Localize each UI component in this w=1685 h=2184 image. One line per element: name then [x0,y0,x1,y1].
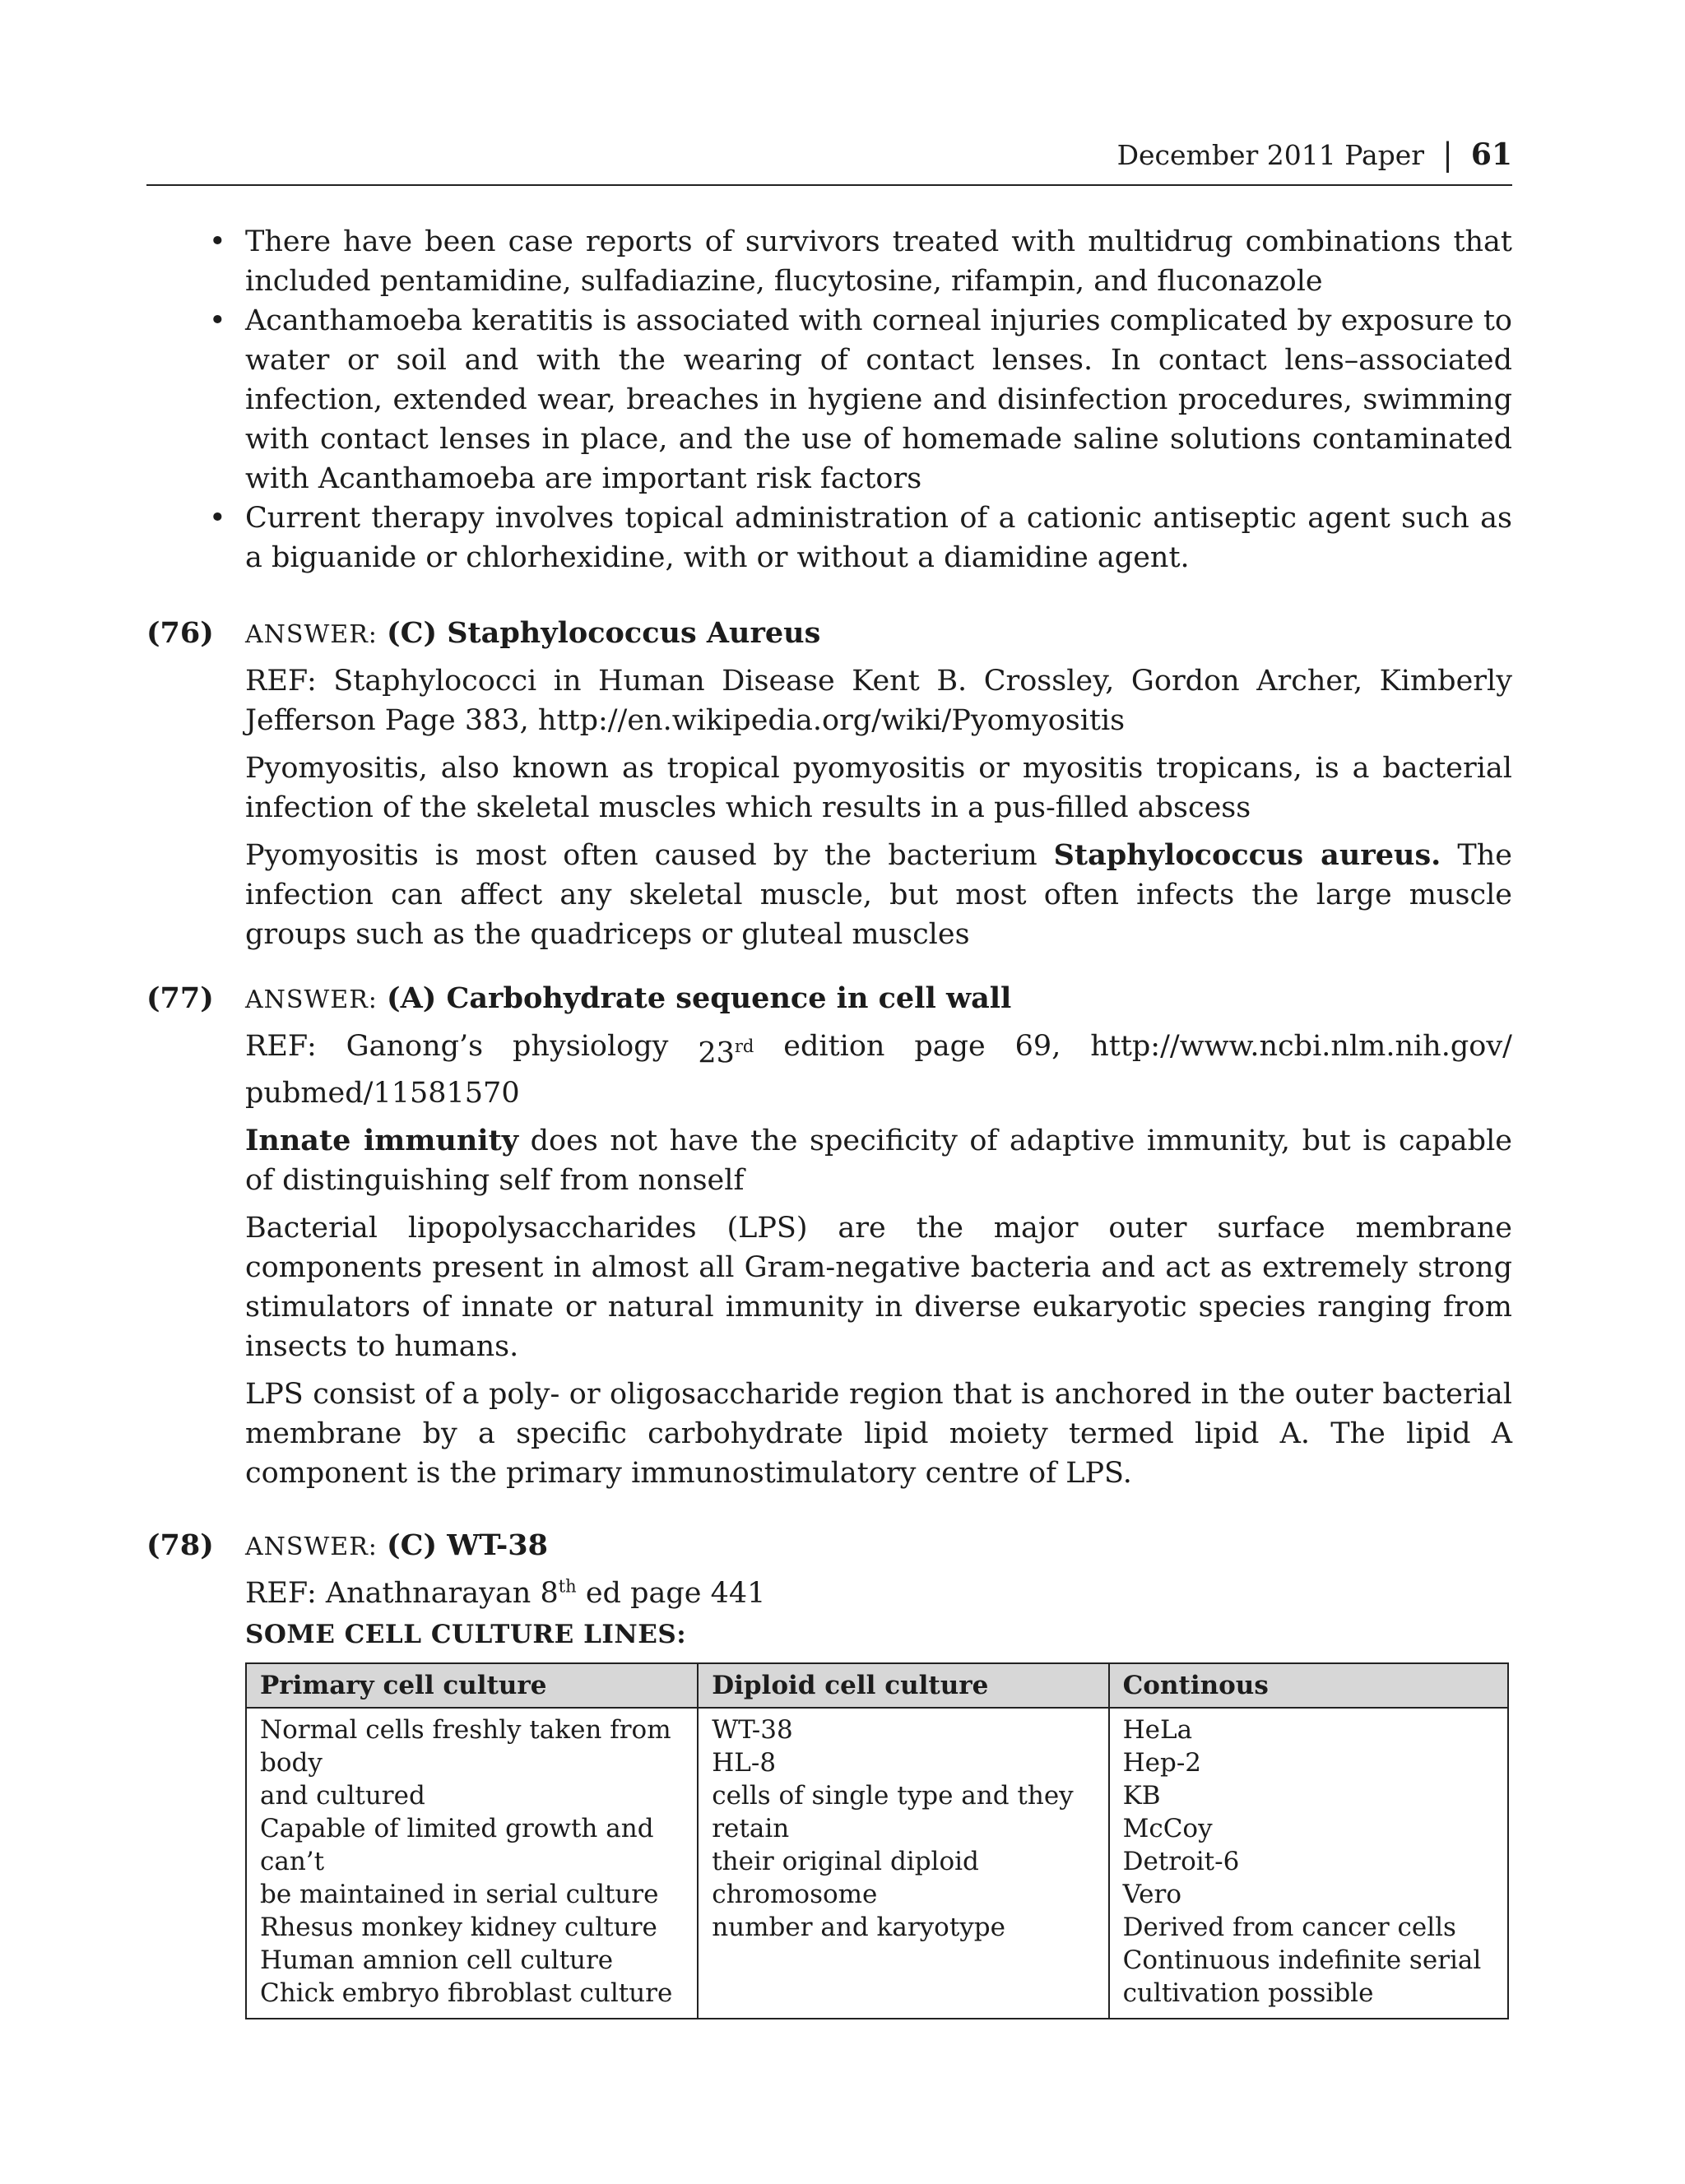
text-run: ed page 441 [576,1576,766,1610]
bullet-item: • There have been case reports of survivors treated with multidrug combinations that included pentamidine, sulfadiazine, flucytosine, rifampin, and fluconazole [245,222,1512,301]
bullet-list [146,222,1512,577]
ref-edition-number [698,1027,754,1073]
header-title: December 2011 Paper [1116,138,1425,171]
text-run: The infection can affect any skeletal muscle, but most often infects the large muscle groups such as the quadriceps or gluteal muscles [245,839,1512,951]
cell-line: Chick embryo fibroblast culture [260,1978,673,2008]
header-separator: | [1442,137,1453,173]
cell-line: number and karyotype [712,1912,1005,1942]
cell-line: Rhesus monkey kidney culture [260,1912,657,1942]
bullet-item: • Acanthamoeba keratitis is associated with corneal injuries complicated by exposure to water or soil and with the wearing of contact lenses. In contact lens–associated infection, extended wear, breaches in hygiene and disinfection procedures, swimming with contact lenses in place, and the use of homemade saline solutions contaminated with Acanthamoeba are important risk factors [245,301,1512,498]
bold-term: Staphylococcus aureus. [1053,838,1441,872]
answer-choice: (A) Carbohydrate sequence in cell wall [387,981,1012,1015]
cell-line: HL-8 [712,1747,777,1778]
table-header-row [246,1663,1508,1708]
cell-line: cultivation possible [1122,1978,1374,2008]
column-header: Diploid cell culture [698,1663,1108,1708]
cell-line: and cultured [260,1780,425,1811]
question-78 [146,1526,1512,2019]
reference: REF: Staphylococci in Human Disease Kent B. Crossley, Gordon Archer, Kimberly Jefferson Page 383, http://en.wikipedia.org/wiki/Pyomyositis [245,665,1512,737]
cell-line: be maintained in serial culture [260,1879,659,1909]
cell-line: Vero [1122,1879,1181,1909]
text-run: Pyomyositis is most often caused by the bacterium [245,839,1054,872]
answer-label: ANSWER: [245,985,378,1014]
answer-line [245,1526,1512,1567]
ref-word: 23 [698,1036,735,1070]
column-header: Continous [1109,1663,1508,1708]
text-run: does not have the specificity of adaptive immunity, but is capable of distinguishing self from nonself [245,1124,1512,1197]
cell-line: Normal cells freshly taken from body [260,1714,671,1778]
page-content [146,222,1512,2019]
cell-line: Human amnion cell culture [260,1945,614,1975]
answer-line [245,979,1512,1020]
ref-word: page [914,1030,986,1063]
answer-line [245,614,1512,655]
question-number: (76) [146,616,214,650]
ref-word: REF: [245,1030,317,1063]
cell-line: Hep-2 [1122,1747,1202,1778]
reference [245,1574,1512,1613]
superscript: th [558,1576,577,1596]
question-number: (77) [146,981,214,1015]
ref-word: edition [783,1030,885,1063]
question-76 [146,614,1512,954]
ref-word: physiology [513,1030,669,1063]
cell-line: their original diploid chromosome [712,1846,979,1909]
column-header: Primary cell culture [246,1663,698,1708]
explanation-paragraph: Bacterial lipopolysaccharides (LPS) are the major outer surface membrane components present in almost all Gram-negative bacteria and act as extremely strong stimulators of innate or natural immunity in diverse eukaryotic species ranging from insects to humans. [245,1211,1512,1363]
explanation-paragraph: LPS consist of a poly- or oligosaccharide region that is anchored in the outer bacterial membrane by a specific carbohydrate lipid moiety termed lipid A. The lipid A component is the primary immunostimulatory centre of LPS. [245,1377,1512,1490]
cell-line: HeLa [1122,1714,1193,1745]
question-number: (78) [146,1528,214,1562]
bold-term: Innate immunity [245,1123,519,1157]
page-number: 61 [1470,137,1512,172]
cell-line: Derived from cancer cells [1122,1912,1456,1942]
reference-continued: pubmed/11581570 [245,1076,520,1110]
cell-culture-table [245,1662,1509,2019]
cell-line: cells of single type and they retain [712,1780,1074,1843]
text-run: REF: Anathnarayan 8 [245,1576,559,1610]
reference [245,1027,1512,1073]
table-cell-continuous [1109,1708,1508,2019]
answer-choice: (C) Staphylococcus Aureus [387,616,821,650]
explanation-paragraph: Pyomyositis, also known as tropical pyomyositis or myositis tropicans, is a bacterial infection of the skeletal muscles which results in a pus-filled abscess [245,752,1512,824]
answer-choice: (C) WT-38 [387,1528,548,1562]
table-cell-diploid [698,1708,1108,2019]
superscript: rd [734,1036,754,1056]
bullet-item: • Current therapy involves topical administration of a cationic antiseptic agent such as a biguanide or chlorhexidine, with or without a diamidine agent. [245,498,1512,577]
ref-word: 69, [1014,1030,1061,1063]
explanation-paragraph [245,1121,1512,1200]
cell-line: KB [1122,1780,1161,1811]
answer-label: ANSWER: [245,620,378,649]
ref-word: Ganong’s [346,1030,484,1063]
table-row [246,1708,1508,2019]
answer-label: ANSWER: [245,1532,378,1561]
cell-line: WT-38 [712,1714,793,1745]
explanation-paragraph [245,836,1512,954]
cell-line: McCoy [1122,1813,1213,1843]
table-cell-primary [246,1708,698,2019]
page-header [146,132,1512,186]
cell-line: Capable of limited growth and can’t [260,1813,654,1876]
cell-line: Continuous indefinite serial [1122,1945,1482,1975]
question-77 [146,979,1512,1493]
ref-url: http://www.ncbi.nlm.nih.gov/ [1090,1030,1512,1063]
cell-line: Detroit-6 [1122,1846,1240,1876]
table-caption: SOME CELL CULTURE LINES: [245,1619,687,1649]
